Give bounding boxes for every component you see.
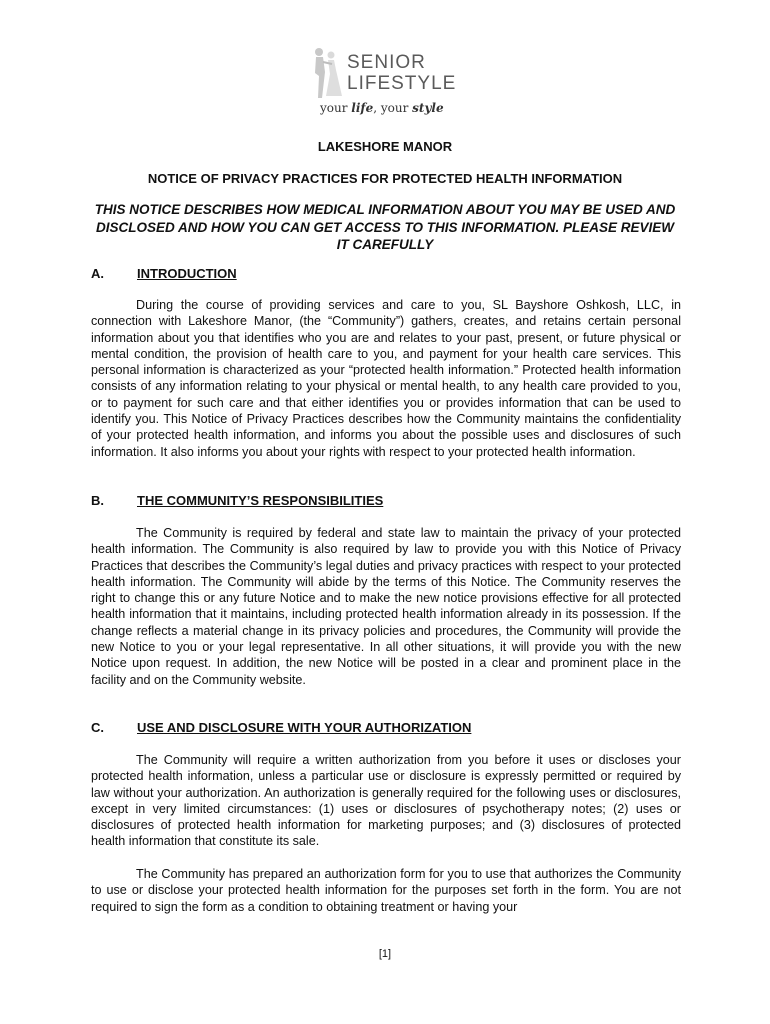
senior-lifestyle-logo xyxy=(298,42,478,122)
section-a-heading xyxy=(91,266,237,281)
dancing-couple-icon xyxy=(306,46,346,100)
notice-warning: THIS NOTICE DESCRIBES HOW MEDICAL INFORMATION ABOUT YOU MAY BE USED AND DISCLOSED AND HOW YOU CAN GET ACCESS TO THIS INFORMATION. PLEASE REVIEW IT CAREFULLY xyxy=(94,202,676,252)
section-c-paragraph-1: The Community will require a written authorization from you before it uses or discloses your protected health information, unless a particular use or disclosure is expressly permitted or required by law without your authorization. An authorization is generally required for the following uses or disclosures, except in very limited circumstances: (1) uses or disclosures of psychotherapy notes; (2) uses or disclosures of protected health information for marketing purposes; and (3) disclosures of protected health information that constitute its sale. xyxy=(91,753,681,849)
section-letter: C. xyxy=(91,720,104,735)
notice-title: NOTICE OF PRIVACY PRACTICES FOR PROTECTED HEALTH INFORMATION xyxy=(147,171,623,186)
section-b-heading xyxy=(91,493,383,508)
facility-name: LAKESHORE MANOR xyxy=(317,139,453,154)
section-title: INTRODUCTION xyxy=(137,266,237,281)
section-b-paragraph: The Community is required by federal and state law to maintain the privacy of your protected health information. The Community is also required by law to provide you with this Notice of Privacy Practices that describes the Community’s legal duties and privacy practices with respect to your protected health information. The Community will abide by the terms of this Notice. The Community reserves the right to change this or any future Notice and to make the new notice provisions effective for all protected health information that it maintains, including protected health information already in its possession. If the change reflects a material change in its privacy policies and procedures, the Community will provide the new Notice to you or your legal representative. In all other situations, it will provide you with the new Notice upon request. In addition, the new Notice will be posted in a clear and prominent place in the facility and on the Community website. xyxy=(91,526,681,687)
section-a-paragraph: During the course of providing services and care to you, SL Bayshore Oshkosh, LLC, in connection with Lakeshore Manor, (the “Community”) gathers, creates, and retains certain personal information about you that identifies who you are and relates to your past, present, or future physical or mental condition, the provision of health care to you, and payment for your health care services. This personal information is characterized as your “protected health information.” Protected health information consists of any information relating to your physical or mental health, to any health care provided to you, or to payment for such care and that either identifies you or provides information that can be used to identify you. This Notice of Privacy Practices describes how the Community maintains the confidentiality of your protected health information, and informs you about the possible uses and disclosures of such information. It also informs you about your rights with respect to your protected health information. xyxy=(91,298,681,459)
section-letter: A. xyxy=(91,266,104,281)
page-number: [1] xyxy=(378,948,392,960)
section-letter: B. xyxy=(91,493,104,508)
section-c-heading xyxy=(91,720,471,735)
brand-tagline: your life, your style xyxy=(320,101,444,115)
section-title: THE COMMUNITY’S RESPONSIBILITIES xyxy=(137,493,384,508)
brand-line-1: SENIOR xyxy=(347,52,426,73)
section-c-paragraph-2: The Community has prepared an authorization form for you to use that authorizes the Community to use or disclose your protected health information for the purposes set forth in the form. You are not required to sign the form as a condition to obtaining treatment or having your xyxy=(91,867,681,914)
section-title: USE AND DISCLOSURE WITH YOUR AUTHORIZATION xyxy=(137,720,472,735)
brand-line-2: LIFESTYLE xyxy=(347,73,457,94)
